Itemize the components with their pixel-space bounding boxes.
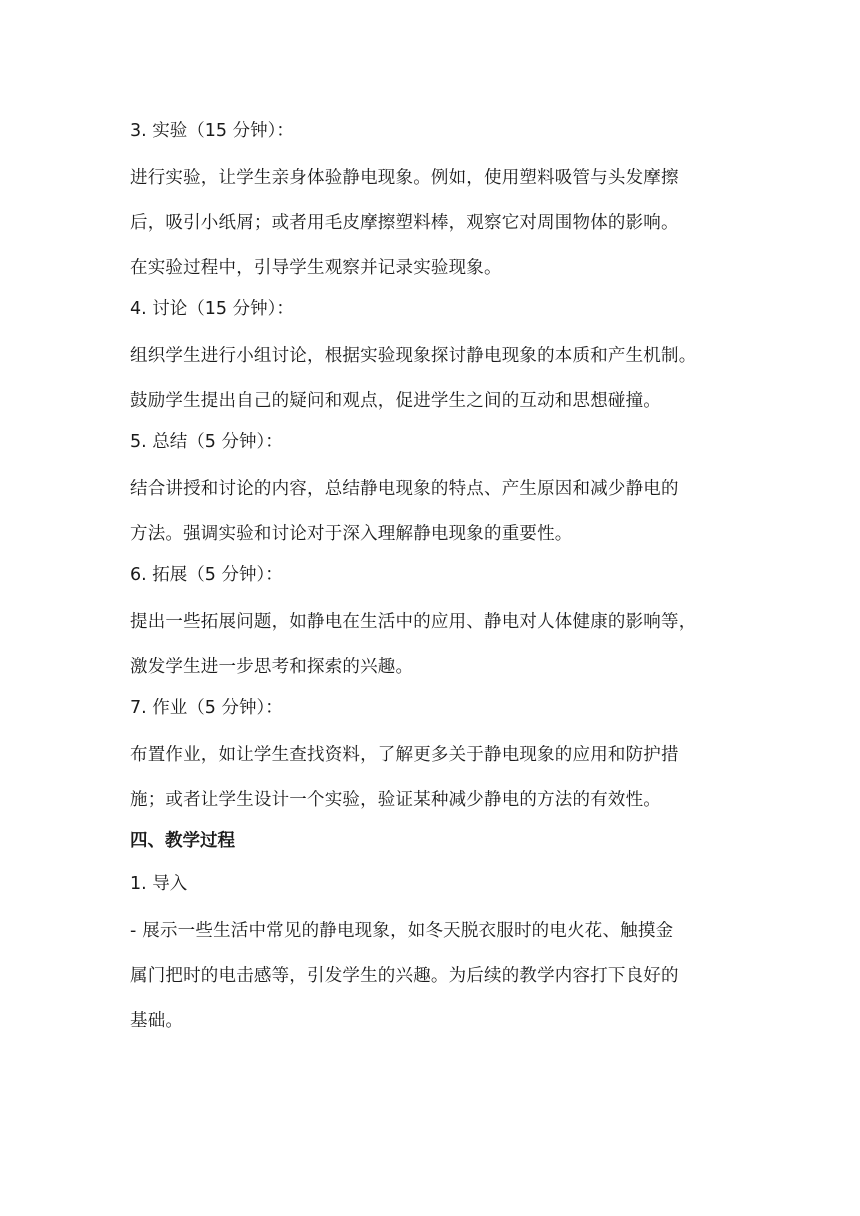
section-paragraph	[130, 467, 730, 557]
paragraph-line: 方法。强调实验和讨论对于深入理解静电现象的重要性。	[130, 524, 573, 544]
paragraph-line: 鼓励学生提出自己的疑问和观点，促进学生之间的互动和思想碰撞。	[130, 391, 661, 411]
section-paragraph	[130, 733, 730, 823]
paragraph-line: 激发学生进一步思考和探索的兴趣。	[130, 657, 414, 677]
section-heading: 4. 讨论（15 分钟）：	[130, 299, 294, 319]
section-heading: 5. 总结（5 分钟）：	[130, 432, 283, 452]
section-discussion	[130, 291, 730, 424]
section-extension	[130, 557, 730, 690]
section-paragraph	[130, 600, 730, 690]
paragraph-line: 后，吸引小纸屑；或者用毛皮摩擦塑料棒，观察它对周围物体的影响。	[130, 213, 679, 233]
section-paragraph	[130, 909, 730, 1044]
paragraph-line: 布置作业，如让学生查找资料，了解更多关于静电现象的应用和防护措	[130, 745, 679, 765]
paragraph-line: - 展示一些生活中常见的静电现象，如冬天脱衣服时的电火花、触摸金	[130, 921, 674, 941]
paragraph-line: 进行实验，让学生亲身体验静电现象。例如，使用塑料吸管与头发摩擦	[130, 168, 679, 188]
paragraph-line: 在实验过程中，引导学生观察并记录实验现象。	[130, 258, 502, 278]
section-summary	[130, 424, 730, 557]
sub-heading: 1. 导入	[130, 874, 188, 894]
section-heading: 3. 实验（15 分钟）：	[130, 121, 294, 141]
paragraph-line: 基础。	[130, 1011, 184, 1031]
part-title: 四、教学过程	[130, 831, 235, 851]
paragraph-line: 属门把时的电击感等，引发学生的兴趣。为后续的教学内容打下良好的	[130, 966, 679, 986]
section-heading: 6. 拓展（5 分钟）：	[130, 565, 283, 585]
section-homework	[130, 690, 730, 823]
paragraph-line: 组织学生进行小组讨论，根据实验现象探讨静电现象的本质和产生机制。	[130, 346, 697, 366]
section-teaching-process	[130, 823, 730, 1044]
paragraph-line: 结合讲授和讨论的内容，总结静电现象的特点、产生原因和减少静电的	[130, 479, 679, 499]
paragraph-line: 提出一些拓展问题，如静电在生活中的应用、静电对人体健康的影响等，	[130, 612, 697, 632]
section-heading: 7. 作业（5 分钟）：	[130, 698, 283, 718]
section-paragraph	[130, 334, 730, 424]
section-paragraph	[130, 156, 730, 291]
paragraph-line: 施；或者让学生设计一个实验，验证某种减少静电的方法的有效性。	[130, 790, 661, 810]
section-experiment	[130, 113, 730, 291]
